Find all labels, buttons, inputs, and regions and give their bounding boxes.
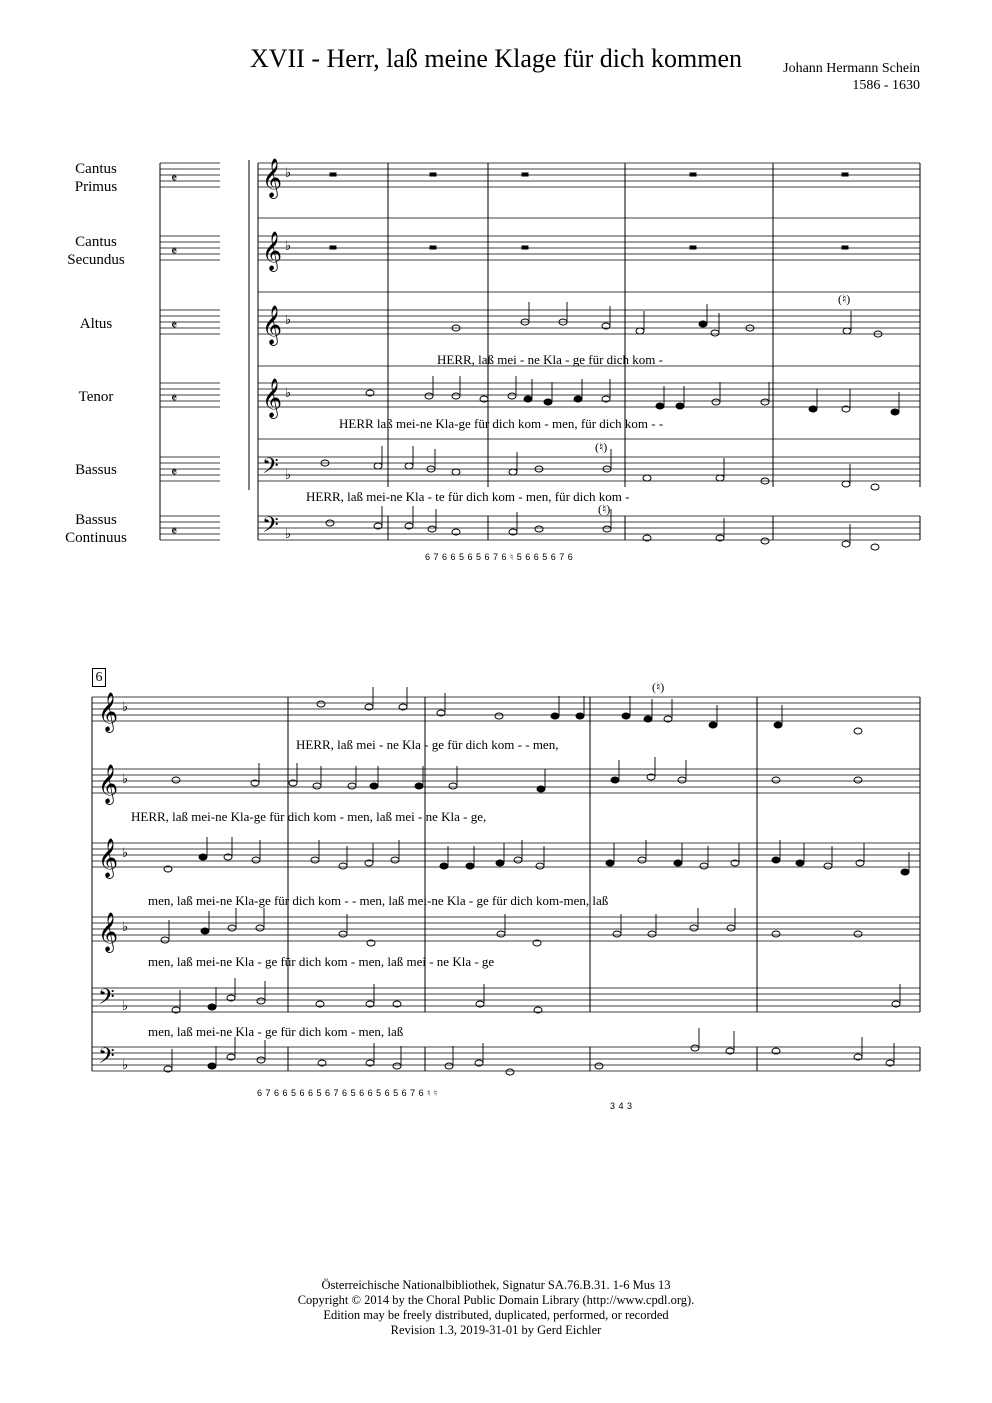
rest — [690, 246, 696, 249]
measure-number: 6 — [92, 668, 106, 687]
clefs — [98, 158, 291, 1074]
lyrics-cantus-primus-system2: HERR, laß mei - ne Kla - ge für dich kom - - men, — [296, 737, 559, 752]
treble-clef-icon: 𝄞 — [262, 231, 283, 271]
rest — [330, 173, 336, 176]
flat-icon: ♭ — [122, 919, 129, 934]
note — [711, 330, 719, 336]
note — [716, 475, 724, 481]
barlines — [92, 160, 920, 1071]
note — [699, 321, 707, 327]
figured-bass-system2-row2: 3 4 3 — [610, 1101, 633, 1111]
time-signature-icon: 𝄵 — [171, 525, 178, 540]
note — [843, 328, 851, 334]
note — [636, 328, 644, 334]
rest — [430, 246, 436, 249]
note — [339, 863, 347, 869]
flat-icon: ♭ — [285, 526, 292, 541]
note — [172, 777, 180, 783]
note — [257, 998, 265, 1004]
note — [796, 860, 804, 866]
footer-line-copyright: Copyright © 2014 by the Choral Public Domain Library (http://www.cpdl.org). — [297, 1293, 695, 1307]
note — [425, 393, 433, 399]
note — [370, 783, 378, 789]
note — [544, 399, 552, 405]
note — [854, 931, 862, 937]
note — [648, 931, 656, 937]
note — [606, 860, 614, 866]
bass-clef-icon: 𝄢 — [98, 1044, 115, 1074]
flat-icon: ♭ — [285, 467, 292, 482]
note — [727, 925, 735, 931]
note — [405, 463, 413, 469]
note — [199, 854, 207, 860]
note — [208, 1004, 216, 1010]
lyric-boxes — [258, 218, 920, 439]
flat-icon: ♭ — [285, 312, 292, 327]
note — [603, 526, 611, 532]
note — [854, 728, 862, 734]
note — [761, 538, 769, 544]
rest — [842, 246, 848, 249]
bass-clef-icon: 𝄢 — [262, 513, 279, 543]
note — [678, 777, 686, 783]
note — [252, 857, 260, 863]
composer-dates: 1586 - 1630 — [852, 78, 920, 93]
staff-lines — [92, 163, 920, 1071]
flat-icon: ♭ — [285, 385, 292, 400]
note — [574, 396, 582, 402]
treble-clef-icon: 𝄞 — [262, 158, 283, 198]
note — [313, 783, 321, 789]
flat-icon: ♭ — [122, 998, 129, 1013]
lyrics-altus-system2: men, laß mei-ne Kla-ge für dich kom - - men, laß mei-ne Kla - ge für dich kom-men, laß — [148, 893, 609, 908]
lyrics-tenor-system1: HERR laß mei-ne Kla-ge für dich kom - men, für dich kom - - — [339, 416, 664, 431]
note — [466, 863, 474, 869]
accidental-mark: (♮) — [838, 292, 851, 306]
note — [842, 481, 850, 487]
flat-icon: ♭ — [285, 238, 292, 253]
note — [508, 393, 516, 399]
treble-clef-icon: 𝄞 — [98, 692, 119, 732]
note — [317, 701, 325, 707]
part-label-line: Continuus — [65, 530, 127, 546]
note — [374, 463, 382, 469]
note — [506, 1069, 514, 1075]
part-label-bassus: Bassus — [75, 462, 117, 478]
rest — [522, 246, 528, 249]
note — [228, 925, 236, 931]
figured-bass-system2-row1: 6 7 6 6 5 6 6 5 6 7 6 5 6 6 5 6 5 6 7 6 ♮ ♮ — [257, 1088, 438, 1098]
note — [842, 541, 850, 547]
figured-bass-system1: 6 7 6 6 5 6 5 6 7 6 ♮ 5 6 6 5 6 7 6 — [425, 552, 574, 562]
note — [445, 1063, 453, 1069]
time-signature-icon: 𝄵 — [171, 172, 178, 187]
note — [644, 716, 652, 722]
note — [772, 931, 780, 937]
rest — [330, 246, 336, 249]
note — [871, 484, 879, 490]
note — [772, 777, 780, 783]
time-signature-icon: 𝄵 — [171, 319, 178, 334]
rest — [690, 173, 696, 176]
lyrics-altus-system1: HERR, laß mei - ne Kla - ge für dich kom - — [437, 352, 663, 367]
note — [690, 925, 698, 931]
accidental-mark: (♮) — [598, 502, 611, 516]
lyrics-cantus-secundus-system2: HERR, laß mei-ne Kla-ge für dich kom - men, laß mei - ne Kla - ge, — [131, 809, 487, 824]
composer-name: Johann Hermann Schein — [783, 61, 920, 76]
note — [774, 722, 782, 728]
note — [495, 713, 503, 719]
note — [535, 526, 543, 532]
note — [536, 863, 544, 869]
note — [643, 475, 651, 481]
note — [449, 783, 457, 789]
note — [393, 1063, 401, 1069]
note — [691, 1045, 699, 1051]
footer — [0, 1278, 992, 1338]
footer-line-source: Österreichische Nationalbibliothek, Signatur SA.76.B.31. 1-6 Mus 13 — [321, 1278, 671, 1292]
note — [638, 857, 646, 863]
note — [452, 393, 460, 399]
note — [761, 399, 769, 405]
note — [709, 722, 717, 728]
note — [256, 925, 264, 931]
note — [871, 544, 879, 550]
note — [551, 713, 559, 719]
note — [712, 399, 720, 405]
note — [339, 931, 347, 937]
flat-icon: ♭ — [285, 165, 292, 180]
note — [311, 857, 319, 863]
note — [497, 931, 505, 937]
note — [901, 869, 909, 875]
note — [524, 396, 532, 402]
part-label-line: Secundus — [67, 252, 125, 268]
note — [595, 1063, 603, 1069]
note — [161, 937, 169, 943]
note — [674, 860, 682, 866]
lyrics-bassus-system1: HERR, laß mei-ne Kla - te für dich kom - men, für dich kom - — [306, 489, 630, 504]
note — [452, 469, 460, 475]
note — [326, 520, 334, 526]
note — [854, 777, 862, 783]
note — [509, 469, 517, 475]
footer-line-revision: Revision 1.3, 2019-31-01 by Gerd Eichler — [390, 1323, 602, 1337]
treble-clef-icon: 𝄞 — [262, 305, 283, 345]
note — [257, 1057, 265, 1063]
note — [440, 863, 448, 869]
bass-clef-icon: 𝄢 — [98, 985, 115, 1015]
time-signature-icon: 𝄵 — [171, 245, 178, 260]
note — [537, 786, 545, 792]
rest — [842, 173, 848, 176]
piece-title: XVII - Herr, laß meine Klage für dich kommen — [249, 44, 743, 73]
time-signature-icon: 𝄵 — [171, 466, 178, 481]
note — [611, 777, 619, 783]
note — [415, 783, 423, 789]
note — [496, 860, 504, 866]
note — [576, 713, 584, 719]
note — [700, 863, 708, 869]
part-label-tenor: Tenor — [78, 389, 114, 405]
note — [208, 1063, 216, 1069]
note — [391, 857, 399, 863]
treble-clef-icon: 𝄞 — [98, 912, 119, 952]
part-label-line: Primus — [74, 179, 118, 195]
lyrics-tenor-system2: men, laß mei-ne Kla - ge für dich kom - men, laß mei - ne Kla - ge — [148, 954, 495, 969]
note — [622, 713, 630, 719]
note — [824, 863, 832, 869]
note — [772, 857, 780, 863]
note — [514, 857, 522, 863]
note — [201, 928, 209, 934]
rest — [522, 173, 528, 176]
note — [676, 403, 684, 409]
note — [348, 783, 356, 789]
accidental-mark: (♮) — [595, 440, 608, 454]
treble-clef-icon: 𝄞 — [98, 764, 119, 804]
note — [891, 409, 899, 415]
accidental-mark: (♮) — [652, 680, 665, 694]
rest — [430, 173, 436, 176]
note — [428, 526, 436, 532]
note — [809, 406, 817, 412]
part-label-line: Bassus — [75, 512, 117, 528]
part-label-line: Cantus — [75, 161, 117, 177]
note — [613, 931, 621, 937]
lyrics-bassus-system2: men, laß mei-ne Kla - ge für dich kom - men, laß — [148, 1024, 404, 1039]
treble-clef-icon: 𝄞 — [262, 378, 283, 418]
footer-line-license: Edition may be freely distributed, duplicated, performed, or recorded — [323, 1308, 669, 1322]
time-signature-icon: 𝄵 — [171, 392, 178, 407]
bass-clef-icon: 𝄢 — [262, 454, 279, 484]
treble-clef-icon: 𝄞 — [98, 838, 119, 878]
flat-icon: ♭ — [122, 699, 129, 714]
part-label-line: Cantus — [75, 234, 117, 250]
flat-icon: ♭ — [122, 845, 129, 860]
note — [656, 403, 664, 409]
part-label-altus: Altus — [79, 316, 113, 332]
flat-icon: ♭ — [122, 1057, 129, 1072]
flat-icon: ♭ — [122, 771, 129, 786]
